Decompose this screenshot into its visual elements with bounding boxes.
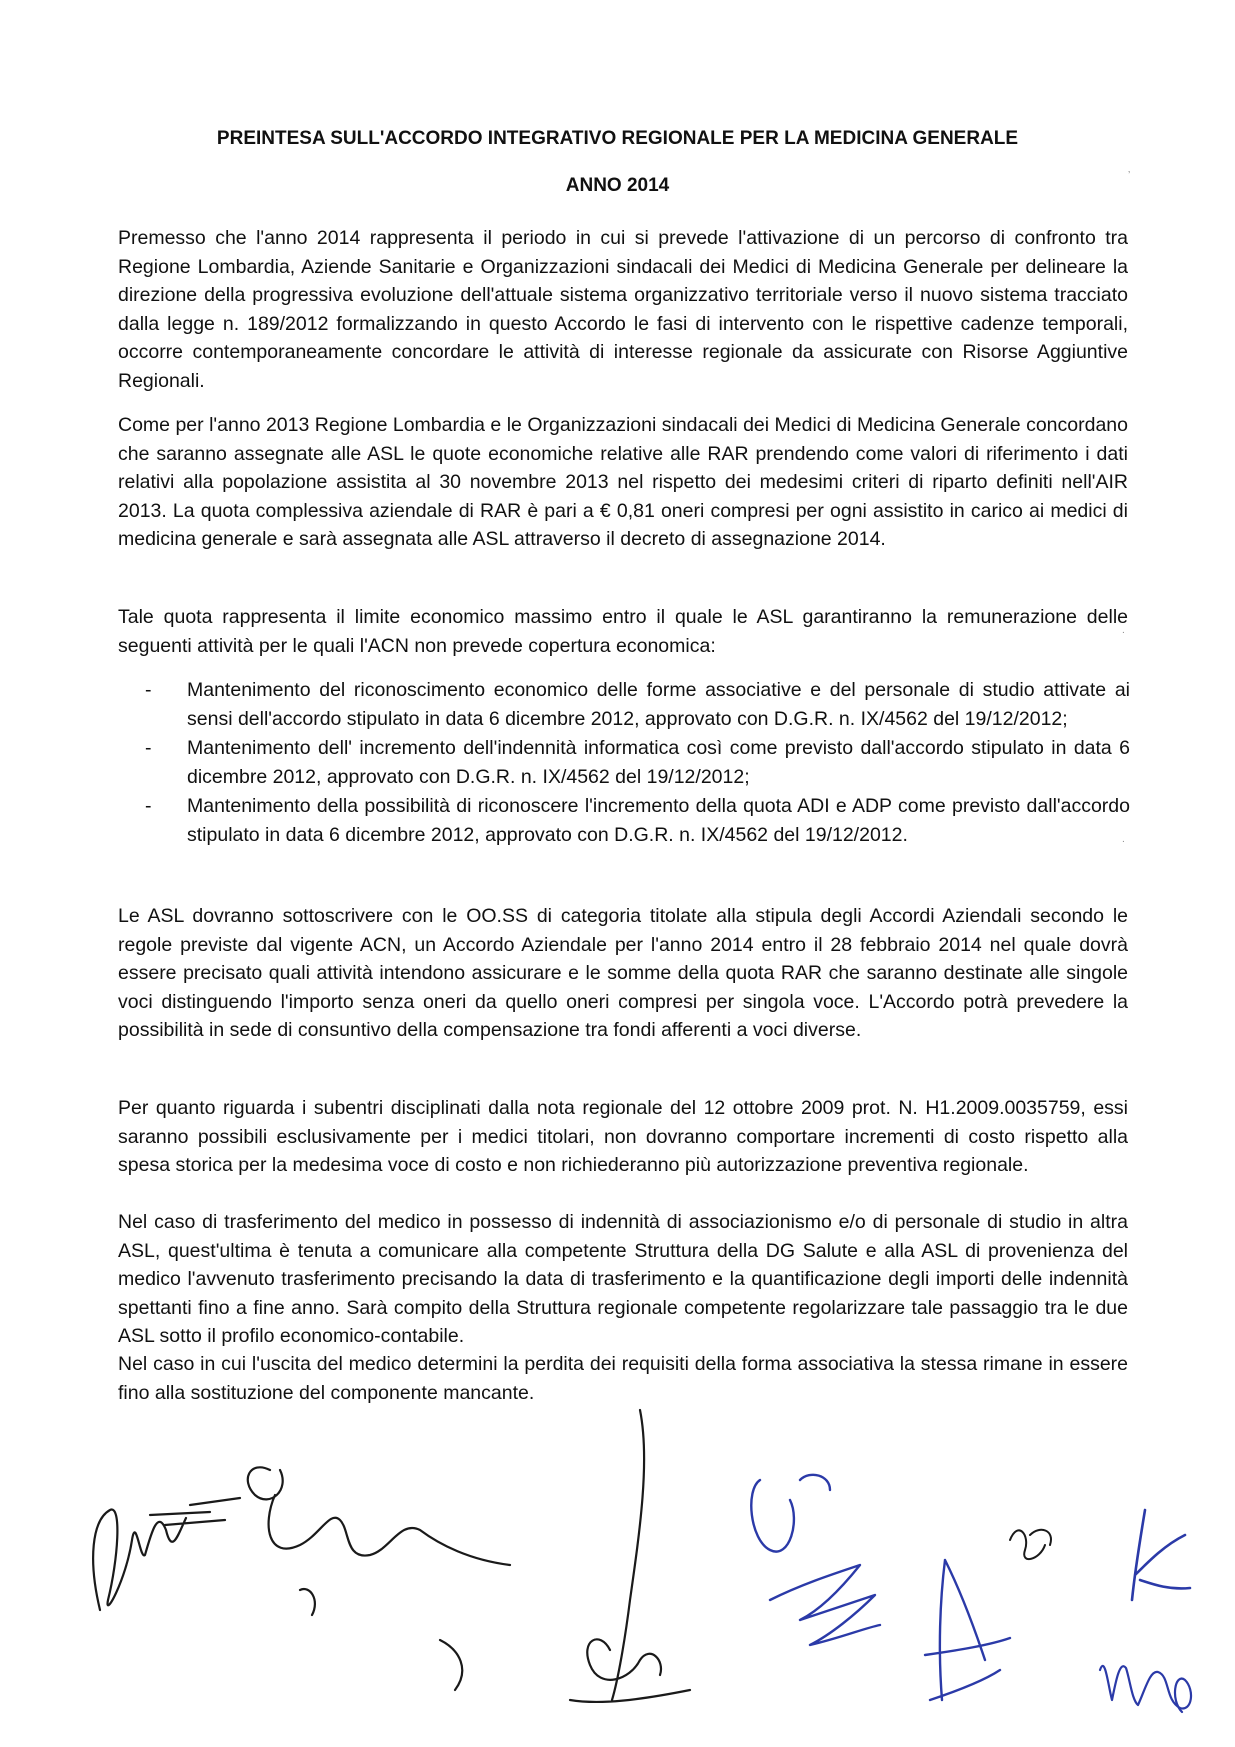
signature-4	[751, 1475, 880, 1645]
list-item-text: Mantenimento del riconoscimento economico delle forme associative e del personale di studio attivate ai sensi dell'accordo stipulato in data 6 dicembre 2012, approvato con D.G.R. n. IX/4562 del 19/12/2012;	[187, 679, 1130, 730]
signature-2	[248, 1467, 510, 1690]
margin-mark: .	[1122, 625, 1125, 636]
list-item	[145, 676, 1130, 733]
paragraph-limite: Tale quota rappresenta il limite economico massimo entro il quale le ASL garantiranno la remunerazione delle seguenti attività per le quali l'ACN non prevede copertura economica:	[118, 606, 1128, 657]
bullet-dash: -	[145, 679, 152, 701]
paragraph-premessa: Premesso che l'anno 2014 rappresenta il periodo in cui si prevede l'attivazione di un percorso di confronto tra Regione Lombardia, Aziende Sanitarie e Organizzazioni sindacali dei Medici di Medicina Generale per delineare la direzione della progressiva evoluzione dell'attuale sistema organizzativo territoriale verso il nuovo sistema tracciato dalla legge n. 189/2012 formalizzando in questo Accordo le fasi di intervento con le rispettive cadenze temporali, occorre contemporaneamente concordare le attività di interesse regionale da assicurate con Risorse Aggiuntive Regionali.	[118, 227, 1128, 392]
activities-list	[145, 676, 1130, 850]
document-title: PREINTESA SULL'ACCORDO INTEGRATIVO REGIONALE PER LA MEDICINA GENERALE	[216, 128, 1019, 149]
paragraph-uscita: Nel caso in cui l'uscita del medico determini la perdita dei requisiti della forma associativa la stessa rimane in essere fino alla sostituzione del componente mancante.	[118, 1353, 1128, 1404]
signature-3	[570, 1410, 690, 1702]
signature-5	[925, 1560, 1010, 1700]
margin-mark: ’	[1128, 170, 1131, 181]
document-subtitle: ANNO 2014	[565, 175, 670, 196]
bullet-dash: -	[145, 795, 152, 817]
list-item	[145, 734, 1130, 791]
margin-mark: .	[1122, 834, 1125, 845]
signature-7	[1132, 1510, 1190, 1600]
list-item-text: Mantenimento della possibilità di riconoscere l'incremento della quota ADI e ADP come previsto dall'accordo stipulato in data 6 dicembre 2012, approvato con D.G.R. n. IX/4562 del 19/12/2012.	[187, 795, 1130, 846]
bullet-dash: -	[145, 737, 152, 759]
paragraph-rar: Come per l'anno 2013 Regione Lombardia e le Organizzazioni sindacali dei Medici di Medicina Generale concordano che saranno assegnate alle ASL le quote economiche relative alle RAR prendendo come valori di riferimento i dati relativi alla popolazione assistita al 30 novembre 2013 nel rispetto dei medesimi criteri di riparto definiti nell'AIR 2013. La quota complessiva aziendale di RAR è pari a € 0,81 oneri compresi per ogni assistito in carico ai medici di medicina generale e sarà assegnata alle ASL attraverso il decreto di assegnazione 2014.	[118, 414, 1128, 550]
signature-6	[1010, 1530, 1051, 1559]
list-item	[145, 792, 1130, 849]
signature-1	[93, 1498, 240, 1610]
paragraph-accordo-aziendale: Le ASL dovranno sottoscrivere con le OO.SS di categoria titolate alla stipula degli Accordi Aziendali secondo le regole previste dal vigente ACN, un Accordo Aziendale per l'anno 2014 entro il 28 febbraio 2014 nel quale dovrà essere precisato quali attività intendono assicurare e le somme della quota RAR che saranno destinate alle singole voci distinguendo l'importo senza oneri da quello oneri compresi per singola voce. L'Accordo potrà prevedere la possibilità in sede di consuntivo della compensazione tra fondi afferenti a voci diverse.	[118, 905, 1128, 1041]
paragraph-subentri: Per quanto riguarda i subentri disciplinati dalla nota regionale del 12 ottobre 2009 prot. N. H1.2009.0035759, essi saranno possibili esclusivamente per i medici titolari, non dovranno comportare incrementi di costo rispetto alla spesa storica per la medesima voce di costo e non richiederanno più autorizzazione preventiva regionale.	[118, 1097, 1128, 1176]
paragraph-trasferimento: Nel caso di trasferimento del medico in possesso di indennità di associazionismo e/o di personale di studio in altra ASL, quest'ultima è tenuta a comunicare alla competente Struttura della DG Salute e alla ASL di provenienza del medico l'avvenuto trasferimento precisando la data di trasferimento e la quantificazione degli importi delle indennità spettanti fino a fine anno. Sarà compito della Struttura regionale competente regolarizzare tale passaggio tra le due ASL sotto il profilo economico-contabile.	[118, 1211, 1128, 1347]
signature-8	[1100, 1666, 1191, 1712]
list-item-text: Mantenimento dell' incremento dell'indennità informatica così come previsto dall'accordo stipulato in data 6 dicembre 2012, approvato con D.G.R. n. IX/4562 del 19/12/2012;	[187, 737, 1130, 788]
